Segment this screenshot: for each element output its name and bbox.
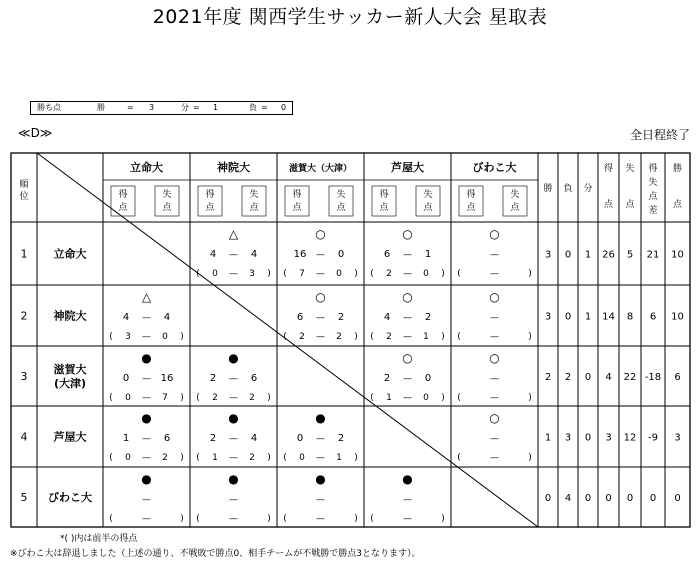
result-mark: ●: [228, 472, 239, 486]
row-goal-diff: 0: [649, 493, 657, 504]
points-loss-label: 負: [249, 103, 257, 112]
row-wins: 2: [544, 372, 552, 383]
row-wins: 1: [544, 432, 552, 444]
row-goals-for: 4: [605, 372, 612, 383]
row-draws: 1: [584, 311, 592, 323]
halftime-score: 2: [386, 332, 392, 342]
goal-diff-header: 得: [648, 164, 658, 174]
halftime-bracket: (: [196, 269, 200, 279]
result-mark: △: [141, 290, 152, 304]
halftime-bracket: (: [457, 453, 461, 463]
points-win-eq: =: [127, 103, 134, 112]
row-goal-diff: 6: [649, 311, 657, 323]
score-dash: —: [490, 269, 499, 279]
score-dash: —: [403, 514, 412, 524]
full-time-score: 0: [337, 249, 345, 260]
points-header: 勝: [672, 164, 683, 174]
row-goals-against: 22: [623, 372, 637, 383]
full-time-score: 4: [383, 312, 391, 323]
row-goals-against: 8: [626, 311, 634, 323]
result-mark: ○: [489, 351, 500, 365]
halftime-score: 3: [249, 269, 255, 279]
halftime-bracket: ): [441, 269, 445, 279]
points-loss-eq: =: [261, 103, 268, 112]
halftime-bracket: (: [370, 514, 374, 524]
row-draws: 1: [584, 249, 592, 261]
halftime-bracket: (: [109, 393, 113, 403]
halftime-bracket: ): [354, 332, 358, 342]
score-dash: —: [142, 453, 151, 463]
result-mark: ○: [489, 290, 500, 304]
full-time-score: 2: [337, 433, 345, 444]
halftime-bracket: ): [267, 453, 271, 463]
points-loss-value: 0: [281, 103, 287, 112]
points-win-value: 3: [149, 103, 155, 112]
halftime-score: 1: [336, 453, 342, 463]
row-draws: 0: [584, 372, 592, 383]
row-losses: 0: [564, 311, 572, 323]
score-dash: —: [316, 434, 325, 444]
row-rank: 1: [20, 247, 28, 261]
row-team-name: びわこ大: [48, 491, 92, 504]
points-draw-value: 1: [213, 103, 219, 112]
full-time-score: 2: [209, 433, 217, 444]
halftime-bracket: (: [196, 453, 200, 463]
full-time-score: 6: [163, 433, 171, 444]
full-time-score: 16: [160, 373, 174, 384]
row-goals-for: 14: [602, 311, 615, 323]
full-time-score: 1: [424, 249, 432, 260]
score-dash: —: [403, 495, 412, 505]
score-dash: —: [316, 313, 325, 323]
points-draw-eq: =: [193, 103, 200, 112]
score-dash: —: [229, 393, 238, 403]
win-header: 勝: [543, 184, 553, 194]
full-time-score: 4: [209, 249, 217, 260]
score-dash: —: [316, 269, 325, 279]
row-losses: 2: [564, 372, 572, 383]
result-mark: ○: [315, 290, 326, 304]
score-dash: —: [316, 250, 325, 260]
full-time-score: 6: [383, 249, 391, 260]
result-mark: ●: [141, 351, 152, 365]
result-mark: ●: [402, 472, 413, 486]
row-goal-diff: -9: [648, 432, 658, 444]
score-dash: —: [403, 313, 412, 323]
row-losses: 3: [564, 432, 572, 444]
row-rank: 4: [20, 430, 28, 444]
score-dash: —: [142, 374, 151, 384]
score-dash: —: [316, 453, 325, 463]
halftime-bracket: ): [441, 393, 445, 403]
halftime-score: 0: [423, 393, 429, 403]
halftime-bracket: ): [267, 514, 271, 524]
scored-header: 点: [466, 203, 476, 213]
result-mark: ○: [402, 351, 413, 365]
points-rule-label: 勝ち点: [37, 103, 61, 112]
row-wins: 0: [544, 493, 552, 504]
column-team-name: 神院大: [217, 161, 250, 174]
score-dash: —: [142, 393, 151, 403]
result-mark: △: [228, 227, 239, 241]
conceded-header: 失: [249, 190, 259, 200]
group-label: ≪D≫: [18, 126, 53, 140]
halftime-bracket: ): [528, 269, 532, 279]
row-team-name: 立命大: [53, 247, 87, 261]
row-team-name: 滋賀大: [53, 363, 87, 376]
score-dash: —: [142, 514, 151, 524]
column-team-name: 芦屋大: [391, 161, 424, 174]
result-mark: ●: [141, 411, 152, 425]
page-title: 2021年度 関西学生サッカー新人大会 星取表: [152, 6, 548, 28]
result-mark: ●: [228, 351, 239, 365]
full-time-score: 2: [424, 312, 432, 323]
full-time-score: 0: [296, 433, 304, 444]
row-losses: 4: [564, 493, 572, 504]
halftime-score: 2: [162, 453, 168, 463]
full-time-score: 0: [424, 373, 432, 384]
score-dash: —: [229, 374, 238, 384]
halftime-bracket: ): [354, 514, 358, 524]
halftime-bracket: (: [370, 393, 374, 403]
halftime-score: 2: [212, 393, 218, 403]
goals-against-header: 失: [625, 164, 635, 174]
score-dash: —: [142, 434, 151, 444]
points-draw-label: 分: [181, 103, 189, 112]
score-dash: —: [229, 453, 238, 463]
halftime-bracket: ): [267, 393, 271, 403]
rank-header: 位: [19, 192, 29, 202]
halftime-bracket: (: [283, 269, 287, 279]
scored-header: 点: [118, 203, 128, 213]
halftime-score: 1: [423, 332, 429, 342]
row-points: 3: [674, 432, 681, 444]
halftime-bracket: (: [109, 453, 113, 463]
score-dash: —: [229, 514, 238, 524]
halftime-score: 3: [125, 332, 131, 342]
halftime-bracket: (: [457, 332, 461, 342]
full-time-score: 1: [122, 433, 130, 444]
row-points: 10: [671, 311, 684, 323]
halftime-score: 2: [336, 332, 342, 342]
full-time-score: 2: [383, 373, 391, 384]
draw-header: 分: [583, 184, 593, 194]
row-points: 6: [674, 372, 681, 383]
halftime-bracket: ): [354, 453, 358, 463]
goals-for-header: 得: [603, 164, 614, 174]
points-header: 点: [672, 200, 683, 210]
points-win-label: 勝: [97, 103, 105, 112]
row-goals-against: 12: [623, 432, 637, 444]
goals-for-header: 点: [603, 200, 614, 210]
halftime-score: 2: [386, 269, 392, 279]
score-dash: —: [490, 313, 499, 323]
result-mark: ○: [315, 227, 326, 241]
row-goals-for: 26: [602, 249, 615, 261]
goal-diff-header: 失: [648, 178, 658, 188]
halftime-bracket: (: [109, 332, 113, 342]
score-dash: —: [403, 269, 412, 279]
score-dash: —: [490, 453, 499, 463]
goal-diff-header: 差: [648, 206, 658, 216]
halftime-bracket: (: [196, 393, 200, 403]
score-dash: —: [142, 313, 151, 323]
conceded-header: 点: [162, 203, 172, 213]
halftime-bracket: ): [180, 514, 184, 524]
score-dash: —: [490, 393, 499, 403]
conceded-header: 点: [510, 203, 520, 213]
row-draws: 0: [584, 493, 592, 504]
score-dash: —: [490, 374, 499, 384]
halftime-score: 2: [299, 332, 305, 342]
result-mark: ●: [141, 472, 152, 486]
scored-header: 点: [292, 203, 302, 213]
row-wins: 3: [544, 249, 552, 261]
halftime-score: 0: [125, 453, 131, 463]
result-mark: ●: [315, 411, 326, 425]
result-mark: ○: [402, 290, 413, 304]
score-dash: —: [142, 332, 151, 342]
halftime-bracket: ): [180, 393, 184, 403]
score-dash: —: [316, 495, 325, 505]
full-time-score: 2: [337, 312, 345, 323]
halftime-bracket: (: [283, 332, 287, 342]
full-time-score: 4: [250, 249, 258, 260]
row-wins: 3: [544, 311, 552, 323]
halftime-bracket: ): [528, 332, 532, 342]
score-dash: —: [229, 250, 238, 260]
goal-diff-header: 点: [648, 192, 658, 202]
schedule-status: 全日程終了: [629, 128, 690, 142]
full-time-score: 16: [293, 249, 307, 260]
rank-header: 順: [19, 180, 29, 190]
result-mark: ○: [489, 411, 500, 425]
column-team-name: びわこ大: [472, 161, 517, 174]
full-time-score: 0: [122, 373, 130, 384]
halftime-bracket: ): [267, 269, 271, 279]
score-dash: —: [490, 250, 499, 260]
scored-header: 得: [118, 190, 128, 200]
row-draws: 0: [584, 432, 592, 444]
column-team-name: 滋賀大（大津）: [288, 164, 353, 174]
halftime-score: 0: [299, 453, 305, 463]
conceded-header: 失: [162, 190, 172, 200]
halftime-bracket: (: [370, 269, 374, 279]
row-points: 10: [671, 249, 684, 261]
score-dash: —: [403, 250, 412, 260]
halftime-bracket: ): [528, 393, 532, 403]
score-dash: —: [490, 434, 499, 444]
scored-header: 得: [205, 190, 215, 200]
row-goals-for: 3: [605, 432, 612, 444]
loss-header: 負: [563, 184, 573, 194]
conceded-header: 失: [510, 190, 520, 200]
halftime-bracket: ): [528, 453, 532, 463]
halftime-score: 1: [212, 453, 218, 463]
conceded-header: 点: [249, 203, 259, 213]
row-rank: 2: [20, 309, 28, 323]
scored-header: 点: [205, 203, 215, 213]
conceded-header: 失: [423, 190, 433, 200]
row-team-name: 神院大: [53, 309, 87, 323]
row-goals-for: 0: [605, 493, 612, 504]
full-time-score: 6: [250, 373, 258, 384]
full-time-score: 6: [296, 312, 304, 323]
score-dash: —: [403, 374, 412, 384]
scored-header: 得: [379, 190, 389, 200]
halftime-bracket: (: [457, 393, 461, 403]
halftime-score: 2: [249, 393, 255, 403]
score-dash: —: [316, 332, 325, 342]
row-goals-against: 5: [626, 249, 634, 261]
row-losses: 0: [564, 249, 572, 261]
row-goals-against: 0: [626, 493, 634, 504]
halftime-score: 1: [386, 393, 392, 403]
scored-header: 点: [379, 203, 389, 213]
full-time-score: 2: [209, 373, 217, 384]
halftime-bracket: (: [109, 514, 113, 524]
row-team-name: 芦屋大: [53, 430, 87, 444]
halftime-score: 0: [423, 269, 429, 279]
halftime-bracket: ): [180, 453, 184, 463]
conceded-header: 点: [336, 203, 346, 213]
halftime-footnote: *( )内は前半の得点: [60, 534, 138, 544]
column-team-name: 立命大: [130, 161, 163, 174]
full-time-score: 4: [122, 312, 130, 323]
halftime-bracket: ): [180, 332, 184, 342]
scored-header: 得: [292, 190, 302, 200]
score-dash: —: [403, 332, 412, 342]
full-time-score: 4: [163, 312, 171, 323]
halftime-score: 7: [162, 393, 168, 403]
scored-header: 得: [466, 190, 476, 200]
halftime-bracket: (: [370, 332, 374, 342]
withdrawal-remark: ※びわこ大は辞退しました（上述の通り、不戦敗で勝点0、相手チームが不戦勝で勝点3となります）。: [10, 549, 421, 559]
goals-against-header: 点: [625, 200, 635, 210]
halftime-bracket: (: [196, 514, 200, 524]
conceded-header: 点: [423, 203, 433, 213]
row-team-name: (大津): [53, 377, 87, 390]
result-mark: ○: [402, 227, 413, 241]
score-dash: —: [316, 514, 325, 524]
halftime-score: 0: [336, 269, 342, 279]
halftime-score: 7: [299, 269, 305, 279]
row-rank: 5: [20, 491, 28, 504]
score-dash: —: [403, 393, 412, 403]
halftime-bracket: (: [283, 514, 287, 524]
halftime-score: 0: [125, 393, 131, 403]
score-dash: —: [229, 434, 238, 444]
halftime-score: 0: [212, 269, 218, 279]
halftime-bracket: ): [354, 269, 358, 279]
row-goal-diff: 21: [646, 249, 660, 261]
score-dash: —: [229, 495, 238, 505]
result-mark: ○: [489, 227, 500, 241]
halftime-score: 2: [249, 453, 255, 463]
halftime-bracket: ): [441, 514, 445, 524]
score-dash: —: [229, 269, 238, 279]
halftime-bracket: ): [441, 332, 445, 342]
halftime-bracket: (: [457, 269, 461, 279]
score-dash: —: [490, 332, 499, 342]
row-goal-diff: -18: [644, 372, 662, 383]
conceded-header: 失: [336, 190, 346, 200]
result-mark: ●: [315, 472, 326, 486]
full-time-score: 4: [250, 433, 258, 444]
row-rank: 3: [20, 370, 28, 383]
result-mark: ●: [228, 411, 239, 425]
row-points: 0: [674, 493, 681, 504]
halftime-score: 0: [162, 332, 168, 342]
score-dash: —: [142, 495, 151, 505]
halftime-bracket: (: [283, 453, 287, 463]
